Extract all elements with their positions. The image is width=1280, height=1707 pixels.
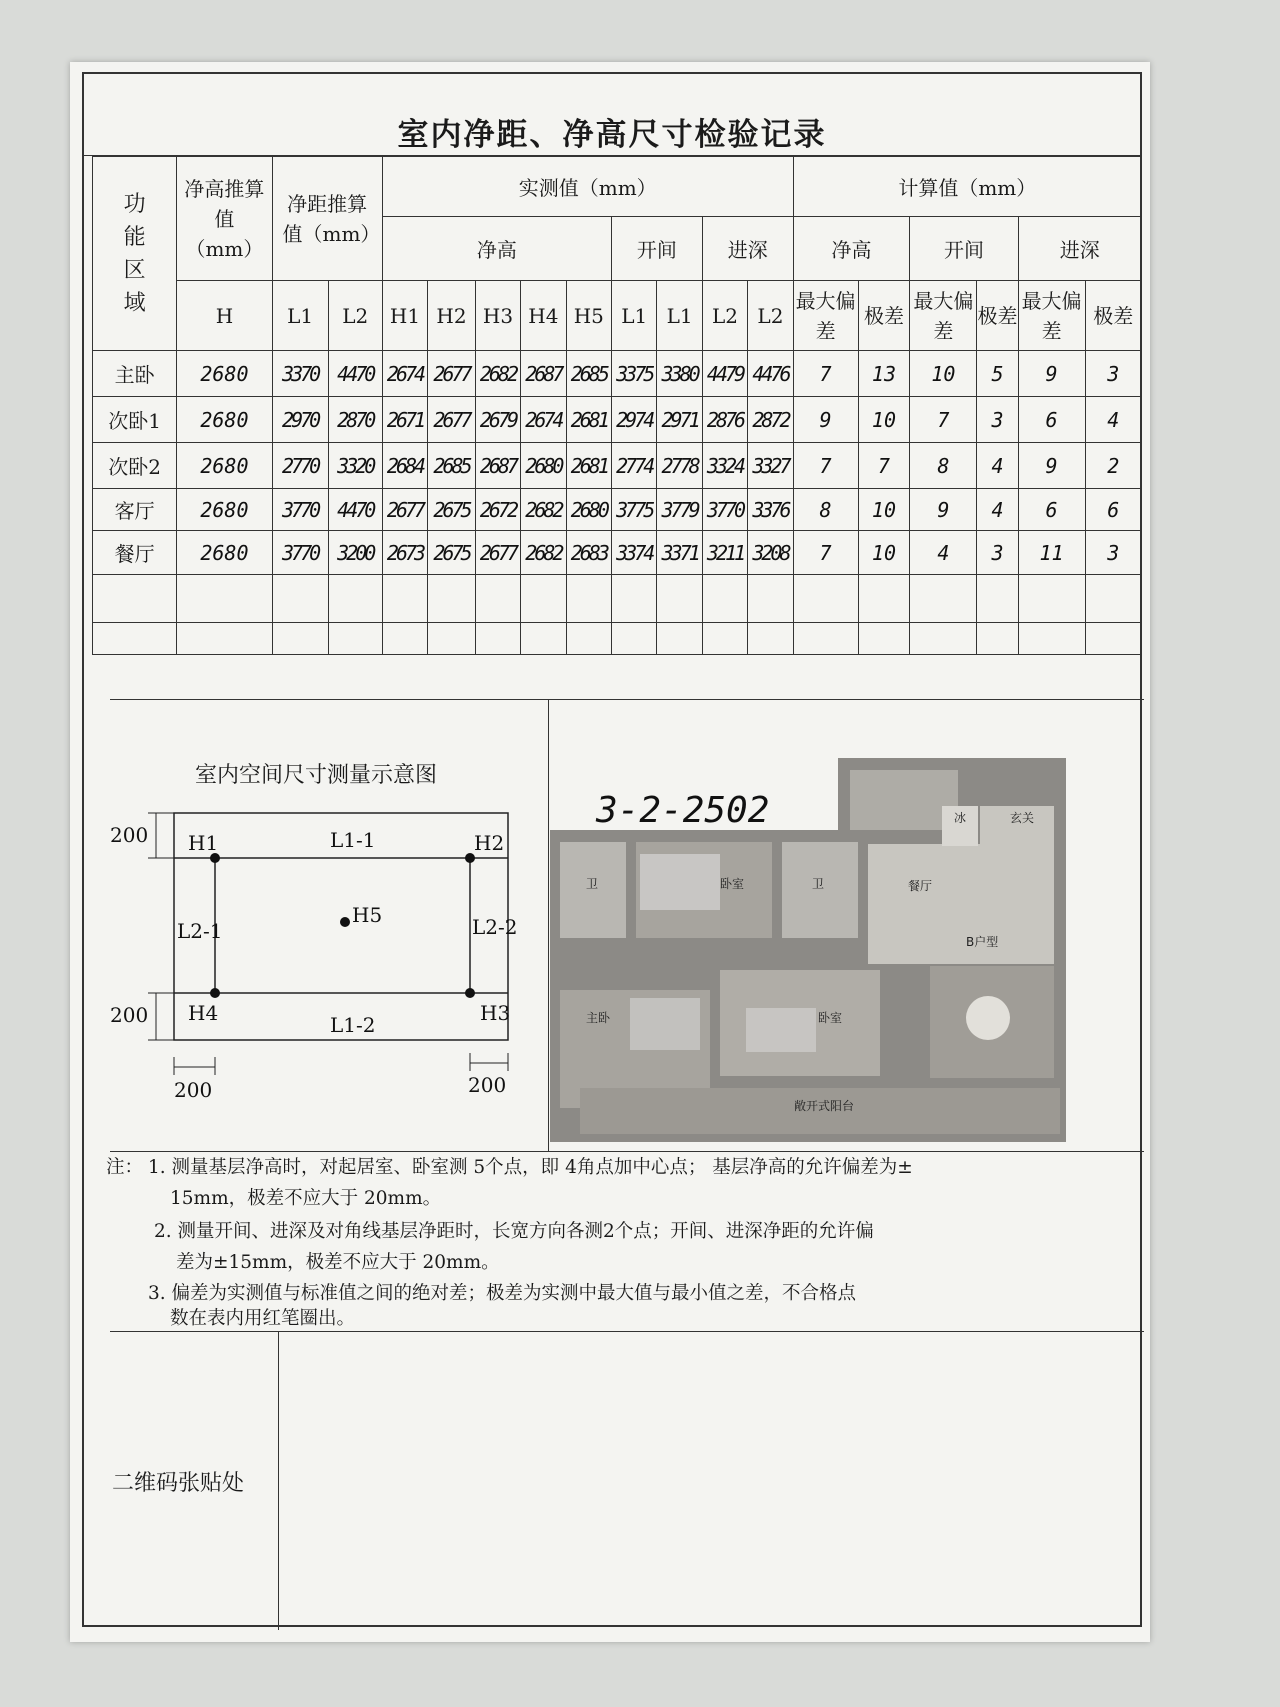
room-bedroom-bottom: 卧室 [818,1011,843,1025]
col-bay-L1a: L1 [612,281,657,351]
cell-h3: 2682 [475,351,520,397]
header-computed-depth: 进深 [1018,217,1141,281]
cell-H: 2680 [177,351,272,397]
header-area: 功能区域 [93,157,177,351]
cell-b-dev: 9 [910,489,977,531]
diagram-svg [110,700,548,1152]
header-l-calc: 净距推算值（mm） [272,157,382,281]
cell-bay2: 2971 [657,397,702,443]
cell-h3: 2679 [475,397,520,443]
cell-L2: 4470 [328,489,382,531]
header-measured-bay: 开间 [612,217,703,281]
room-fridge: 冰 [954,811,967,825]
cell-depth1: 2876 [702,397,747,443]
measurement-diagram [110,700,549,1152]
diagram-title: 室内空间尺寸测量示意图 [195,763,438,788]
cell-d-range: 6 [1085,489,1141,531]
cell-h-range: 7 [858,443,910,489]
room-entry: 玄关 [1010,811,1035,825]
header-computed-bay: 开间 [910,217,1018,281]
cell-d-range: 3 [1085,351,1141,397]
area-cell: 次卧2 [93,443,177,489]
cell-b-dev: 8 [910,443,977,489]
cell-h5: 2681 [566,397,611,443]
cell-L1: 3370 [272,351,328,397]
cell-h2: 2675 [428,489,476,531]
note-3a: 3. 偏差为实测值与标准值之间的绝对差；极差为实测中最大值与最小值之差，不合格点 [148,1283,857,1304]
cell-depth1: 4479 [702,351,747,397]
cell-d-dev: 11 [1018,531,1085,575]
header-computed-height: 净高 [793,217,910,281]
cell-h4: 2687 [521,351,566,397]
cell-h5: 2680 [566,489,611,531]
dim-bottom: 200 [110,1003,149,1027]
cell-depth2: 3327 [748,443,793,489]
note-1a: 1. 测量基层净高时，对起居室、卧室测 5个点，即 4角点加中心点； 基层净高的允许偏差为± [148,1157,913,1178]
notes-prefix: 注： [106,1157,144,1178]
area-cell: 次卧1 [93,397,177,443]
point-h5 [340,917,350,927]
cell-depth1: 3211 [702,531,747,575]
cell-L2: 3320 [328,443,382,489]
header-measured: 实测值（mm） [382,157,793,217]
cell-h-dev: 7 [793,531,858,575]
cell-d-range: 4 [1085,397,1141,443]
col-depth-L2a: L2 [702,281,747,351]
room-dining: 餐厅 [908,879,933,893]
inspection-sheet [70,62,1150,1642]
col-H3: H3 [475,281,520,351]
col-L1: L1 [272,281,328,351]
label-h5: H5 [352,903,383,927]
cell-h-dev: 8 [793,489,858,531]
col-H2: H2 [428,281,476,351]
cell-L2: 2870 [328,397,382,443]
cell-h-dev: 9 [793,397,858,443]
cell-h4: 2680 [521,443,566,489]
room-bath1: 卫 [586,877,599,891]
notes-section [106,1151,1144,1332]
cell-depth2: 3376 [748,489,793,531]
col-H4: H4 [521,281,566,351]
col-depth-L2b: L2 [748,281,793,351]
col-H: H [177,281,272,351]
cell-b-range: 4 [977,443,1018,489]
col-bay-max-dev: 最大偏差 [910,281,977,351]
label-h1: H1 [188,831,219,855]
cell-b-range: 3 [977,531,1018,575]
header-computed: 计算值（mm） [793,157,1141,217]
qr-label: 二维码张贴处 [110,1332,279,1630]
col-H5: H5 [566,281,611,351]
cell-L1: 2970 [272,397,328,443]
note-2b: 差为±15mm，极差不应大于 20mm。 [176,1252,500,1273]
cell-h5: 2683 [566,531,611,575]
col-H1: H1 [382,281,427,351]
cell-h1: 2674 [382,351,427,397]
diagram-section [110,699,1144,1152]
dim-right: 200 [468,1073,507,1097]
cell-h3: 2677 [475,531,520,575]
room-bedroom-top: 卧室 [720,877,745,891]
table-row [93,531,1142,575]
cell-h-range: 10 [858,397,910,443]
cell-h-range: 10 [858,531,910,575]
cell-h3: 2672 [475,489,520,531]
cell-bay2: 3371 [657,531,702,575]
cell-H: 2680 [177,443,272,489]
label-l11: L1-1 [330,828,376,852]
cell-depth2: 3208 [748,531,793,575]
cell-h4: 2674 [521,397,566,443]
dim-left: 200 [174,1078,213,1102]
cell-d-range: 3 [1085,531,1141,575]
cell-h-range: 10 [858,489,910,531]
note-2a: 2. 测量开间、进深及对角线基层净距时，长宽方向各测2个点；开间、进深净距的允许偏 [154,1221,874,1242]
dim-top: 200 [110,823,149,847]
cell-bay1: 3374 [612,531,657,575]
cell-L1: 3770 [272,531,328,575]
label-l22: L2-2 [472,915,518,939]
cell-h1: 2677 [382,489,427,531]
note-1b: 15mm，极差不应大于 20mm。 [170,1188,442,1209]
col-depth-max-dev: 最大偏差 [1018,281,1085,351]
room-type: B户型 [966,935,999,949]
cell-h3: 2687 [475,443,520,489]
cell-d-range: 2 [1085,443,1141,489]
cell-h1: 2684 [382,443,427,489]
floor-plan-photo [550,758,1066,1142]
cell-h4: 2682 [521,489,566,531]
cell-h5: 2685 [566,351,611,397]
record-table [92,156,1142,655]
cell-bay2: 3380 [657,351,702,397]
header-measured-depth: 进深 [702,217,793,281]
cell-h2: 2677 [428,397,476,443]
cell-h4: 2682 [521,531,566,575]
cell-b-range: 3 [977,397,1018,443]
form-frame [82,72,1142,1627]
col-L2: L2 [328,281,382,351]
cell-b-range: 5 [977,351,1018,397]
cell-L1: 3770 [272,489,328,531]
qr-section [110,1331,1144,1630]
label-h2: H2 [474,831,505,855]
label-l12: L1-2 [330,1013,376,1037]
table-row [93,351,1142,397]
cell-depth1: 3324 [702,443,747,489]
cell-h2: 2685 [428,443,476,489]
cell-h-dev: 7 [793,443,858,489]
label-h3: H3 [480,1001,511,1025]
cell-L2: 4470 [328,351,382,397]
area-cell: 客厅 [93,489,177,531]
cell-d-dev: 9 [1018,351,1085,397]
note-3b: 数在表内用红笔圈出。 [170,1308,356,1329]
cell-bay1: 3375 [612,351,657,397]
cell-b-dev: 4 [910,531,977,575]
cell-d-dev: 6 [1018,397,1085,443]
cell-bay1: 2974 [612,397,657,443]
col-depth-range: 极差 [1085,281,1141,351]
table-row [93,443,1142,489]
cell-b-dev: 10 [910,351,977,397]
col-bay-range: 极差 [977,281,1018,351]
label-h4: H4 [188,1001,219,1025]
form-title: 室内净距、净高尺寸检验记录 [84,74,1140,156]
label-l21: L2-1 [177,919,223,943]
floor-plan-svg [550,758,1066,1142]
table-row [93,397,1142,443]
cell-b-dev: 7 [910,397,977,443]
col-height-range: 极差 [858,281,910,351]
point-h3 [465,988,475,998]
cell-depth2: 2872 [748,397,793,443]
cell-d-dev: 6 [1018,489,1085,531]
cell-depth2: 4476 [748,351,793,397]
room-balcony: 敞开式阳台 [794,1099,855,1113]
col-height-max-dev: 最大偏差 [793,281,858,351]
room-master: 主卧 [586,1011,611,1025]
table-row [93,489,1142,531]
cell-bay1: 2774 [612,443,657,489]
cell-h2: 2675 [428,531,476,575]
col-bay-L1b: L1 [657,281,702,351]
cell-L1: 2770 [272,443,328,489]
point-h4 [210,988,220,998]
cell-H: 2680 [177,531,272,575]
cell-bay2: 3779 [657,489,702,531]
header-measured-height: 净高 [382,217,611,281]
cell-h-range: 13 [858,351,910,397]
cell-b-range: 4 [977,489,1018,531]
table-row-empty [93,575,1142,623]
cell-H: 2680 [177,397,272,443]
room-bath2: 卫 [812,877,825,891]
table-row-empty [93,623,1142,655]
cell-h-dev: 7 [793,351,858,397]
cell-d-dev: 9 [1018,443,1085,489]
cell-bay2: 2778 [657,443,702,489]
cell-h5: 2681 [566,443,611,489]
area-cell: 主卧 [93,351,177,397]
cell-H: 2680 [177,489,272,531]
area-cell: 餐厅 [93,531,177,575]
cell-L2: 3200 [328,531,382,575]
cell-bay1: 3775 [612,489,657,531]
header-h-calc: 净高推算值（mm） [177,157,272,281]
cell-depth1: 3770 [702,489,747,531]
unit-code: 3-2-2502 [596,790,770,831]
cell-h2: 2677 [428,351,476,397]
cell-h1: 2673 [382,531,427,575]
cell-h1: 2671 [382,397,427,443]
